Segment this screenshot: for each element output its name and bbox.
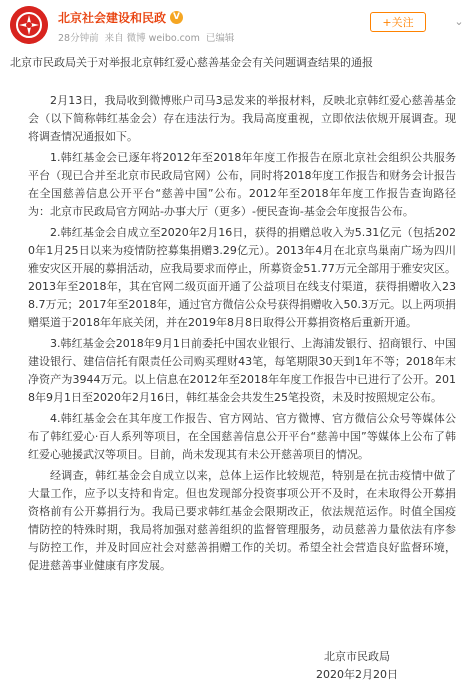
paragraph-4: 4.韩红基金会在其年度工作报告、官方网站、官方微博、官方微信公众号等媒体公布了韩红爱心·百人系列等项目，在全国慈善信息公开平台“慈善中国”等媒体上公布了韩红爱心驰援武汉等项目。目前，尚未发现其有未公开慈善项目的情况。 xyxy=(28,412,456,461)
edited-label: 已编辑 xyxy=(205,33,235,44)
paragraph-1: 1.韩红基金会已逐年将2012年至2018年年度工作报告在原北京社会组织公共服务平台（现已合并至北京市民政局官网）公布，同时将2018年度工作报告和财务会计报告在全国慈善信息公开平台“慈善中国”公布。2012年至2018年年度工作报告查询路径为：北京市民政局官方网站-办事大厅（更多）-便民查询-基金会年度报告公布。 xyxy=(28,151,456,218)
paragraph-3: 3.韩红基金会2018年9月1日前委托中国农业银行、上海浦发银行、招商银行、中国建设银行、建信信托有限责任公司购买理财43笔，每笔期限30天到1年不等；2018年末净资产为3944万元。以上信息在2012年至2018年年度工作报告中已进行了公开。2018年9月1日至2020年2月16日，韩红基金会共发生25笔投资，未及时按照规定公布。 xyxy=(28,337,456,404)
account-name[interactable]: 北京社会建设和民政 xyxy=(58,10,167,25)
avatar-logo-icon xyxy=(10,6,48,44)
signature-date: 2020年2月20日 xyxy=(316,668,398,681)
paragraph-intro: 2月13日，我局收到微博账户司马3忌发来的举报材料，反映北京韩红爱心慈善基金会（以下简称韩红基金会）存在违法行为。我局高度重视，立即依法依规开展调查。现将调查情况通报如下。 xyxy=(28,94,456,143)
post-body xyxy=(28,92,456,578)
post-source[interactable]: 来自 微博 weibo.com xyxy=(104,33,200,44)
signature-block xyxy=(316,648,398,684)
account-name-row xyxy=(58,8,183,26)
account-avatar[interactable] xyxy=(10,6,48,44)
paragraph-conclusion: 经调查，韩红基金会自成立以来，总体上运作比较规范，特别是在抗击疫情中做了大量工作，应予以支持和肯定。但也发现部分投资事项公开不及时，在未取得公开募捐资格前有公开募捐行为。我局已要求韩红基金会限期改正，依法规范运作。时值全国疫情防控的特殊时期，我局将加强对慈善组织的监督管理服务，动员慈善力量依法有序参与防控工作，并及时回应社会对慈善捐赠工作的关切。希望全社会营造良好监督环境，促进慈善事业健康有序发展。 xyxy=(28,469,456,572)
post-meta xyxy=(58,30,234,44)
signature-org: 北京市民政局 xyxy=(324,650,390,663)
post-header xyxy=(0,0,474,52)
chevron-down-icon[interactable]: ⌄ xyxy=(454,14,464,28)
follow-button[interactable]: +关注 xyxy=(370,12,426,32)
post-time[interactable]: 28分钟前 xyxy=(58,33,99,44)
post-title: 北京市民政局关于对举报北京韩红爱心慈善基金会有关问题调查结果的通报 xyxy=(10,56,373,69)
verified-icon: V xyxy=(170,11,183,24)
paragraph-2: 2.韩红基金会自成立至2020年2月16日，获得的捐赠总收入为5.31亿元（包括2020年1月25日以来为疫情防控募集捐赠3.29亿元）。2013年4月在北京鸟巢南广场为四川雅安灾区开展的募捐活动，应我局要求而停止，所募资金51.77万元全部用于雅安灾区。2013年至2018年，其在官网二级页面开通了公益项目在线支付渠道，获得捐赠收入238.7万元；2017年至2018年，通过官方微信公众号获得捐赠收入50.3万元。以上两项捐赠渠道于2018年年底关闭，并在2019年8月8日取得公开募捐资格后重新开通。 xyxy=(28,226,456,329)
